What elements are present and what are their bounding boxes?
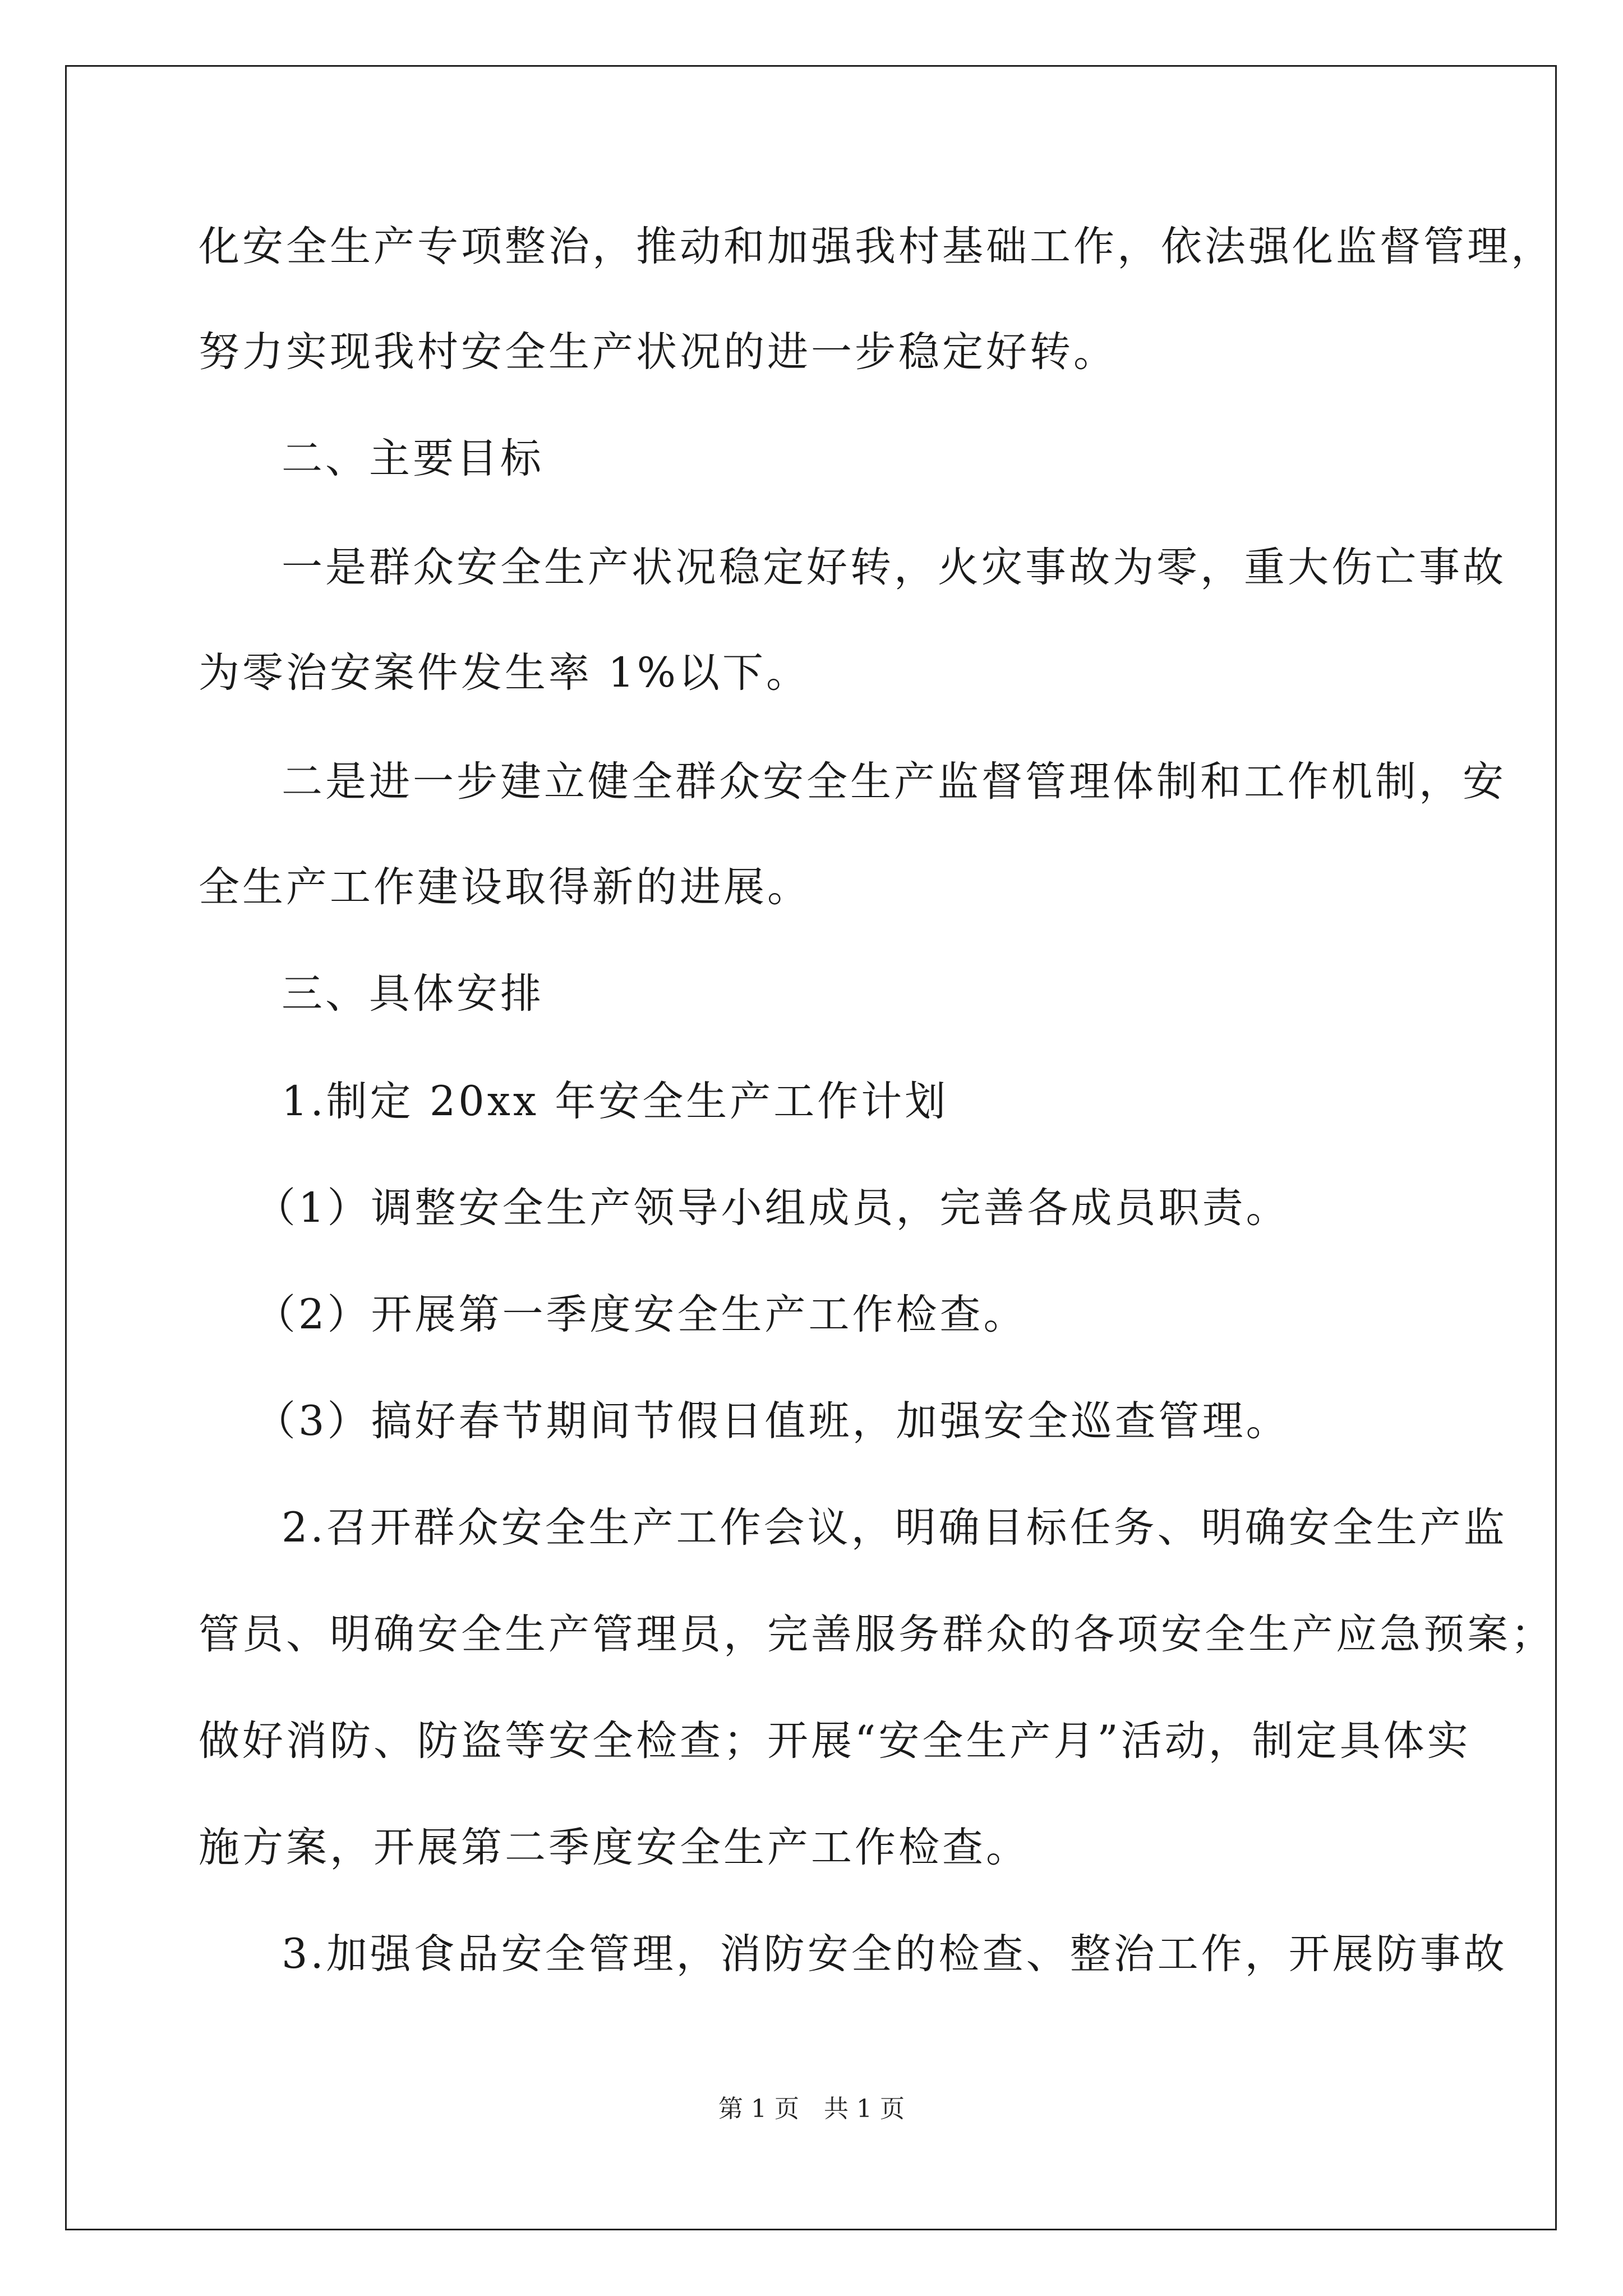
text-line: 1.制定 20xx 年安全生产工作计划: [282, 1078, 949, 1125]
text-line: 施方案，开展第二季度安全生产工作检查。: [199, 1824, 1030, 1871]
section-heading: 三、具体安排: [282, 970, 544, 1018]
text-line: 全生产工作建设取得新的进展。: [199, 863, 811, 911]
text-line: 努力实现我村安全生产状况的进一步稳定好转。: [199, 328, 1117, 376]
text-line: （3）搞好春节期间节假日值班，加强安全巡查管理。: [255, 1397, 1290, 1445]
text-line: 二是进一步建立健全群众安全生产监督管理体制和工作机制，安: [282, 758, 1506, 806]
text-line: 2.召开群众安全生产工作会议，明确目标任务、明确安全生产监: [282, 1504, 1507, 1552]
section-heading: 二、主要目标: [282, 435, 544, 482]
text-line: 一是群众安全生产状况稳定好转，火灾事故为零，重大伤亡事故: [282, 544, 1506, 591]
text-line: （1）调整安全生产领导小组成员，完善各成员职责。: [255, 1184, 1290, 1232]
text-line: 管员、明确安全生产管理员，完善服务群众的各项安全生产应急预案；: [199, 1611, 1555, 1658]
text-line: 3.加强食品安全管理，消防安全的检查、整治工作，开展防事故: [282, 1930, 1507, 1978]
page-frame: [65, 65, 1557, 2230]
text-line: 为零治安案件发生率 1%以下。: [199, 649, 810, 697]
page-footer: 第 1 页 共 1 页: [718, 2095, 905, 2123]
text-line: 做好消防、防盗等安全检查；开展“安全生产月”活动，制定具体实: [199, 1717, 1471, 1765]
text-line: （2）开展第一季度安全生产工作检查。: [255, 1291, 1027, 1338]
text-line: 化安全生产专项整治，推动和加强我村基础工作，依法强化监督管理，: [199, 223, 1555, 270]
